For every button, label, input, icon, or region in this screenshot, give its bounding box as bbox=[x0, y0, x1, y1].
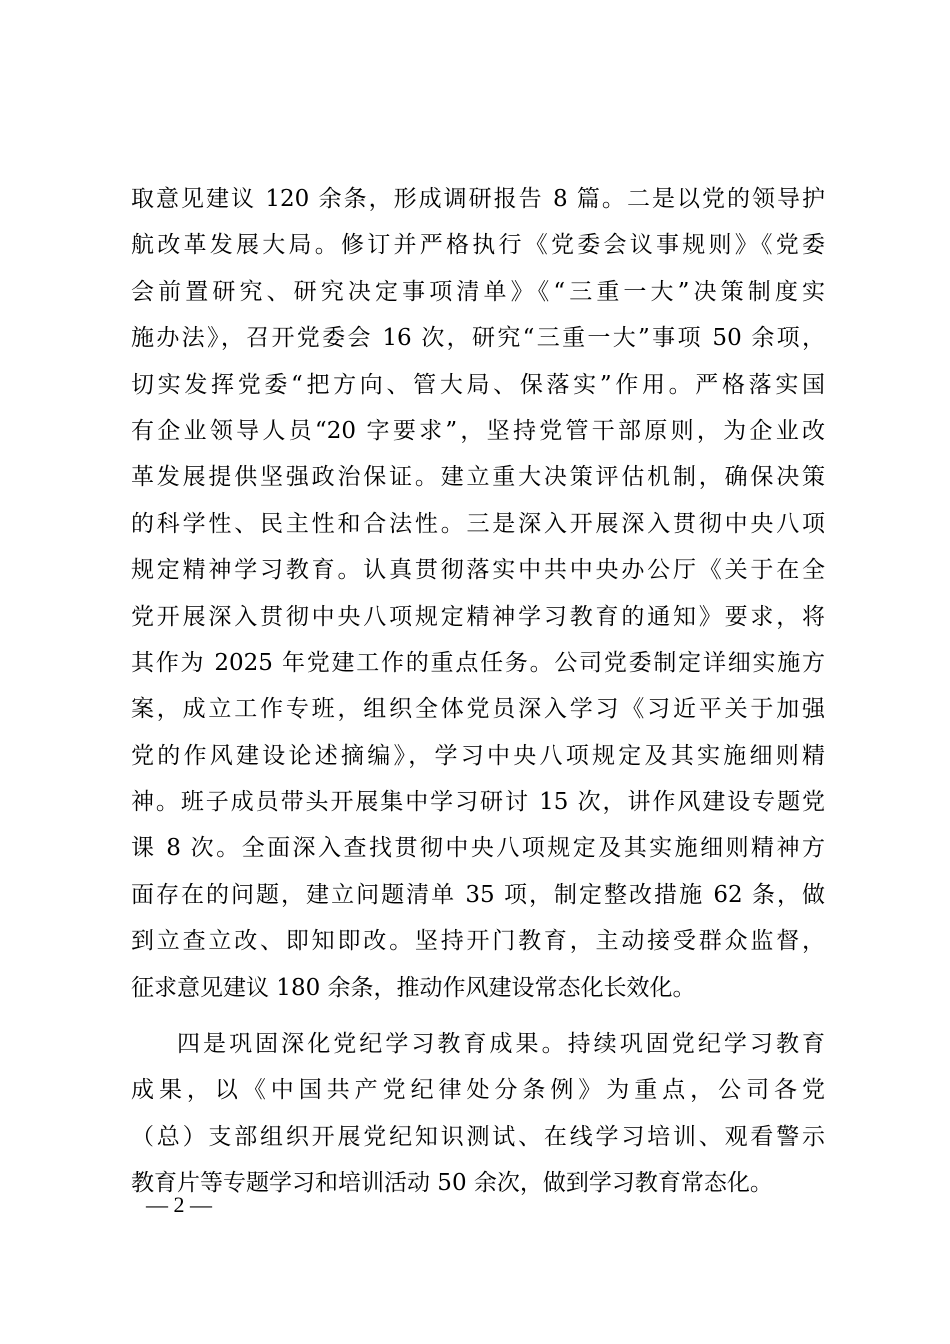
text-line: 教育片等专题学习和培训活动 50 余次，做到学习教育常态化。 bbox=[131, 1170, 773, 1197]
text-line: 面存在的问题，建立问题清单 35 项，制定整改措施 62 条，做 bbox=[131, 881, 825, 908]
text-line: 的科学性、民主性和合法性。三是深入开展深入贯彻中央八项 bbox=[131, 510, 825, 537]
document-body bbox=[131, 176, 825, 1207]
text-line: 到立查立改、即知即改。坚持开门教育，主动接受群众监督， bbox=[131, 928, 825, 955]
paragraph-gap bbox=[131, 1011, 825, 1021]
text-line: （总）支部组织开展党纪知识测试、在线学习培训、观看警示 bbox=[131, 1123, 825, 1150]
page-number: — 2 — bbox=[146, 1192, 212, 1217]
text-line: 征求意见建议 180 余条，推动作风建设常态化长效化。 bbox=[131, 974, 696, 1001]
paragraph-1 bbox=[131, 176, 825, 1011]
text-line: 航改革发展大局。修订并严格执行《党委会议事规则》《党委 bbox=[131, 232, 825, 259]
text-line: 神。班子成员带头开展集中学习研讨 15 次，讲作风建设专题党 bbox=[131, 789, 825, 816]
text-line: 案，成立工作专班，组织全体党员深入学习《习近平关于加强 bbox=[131, 696, 825, 723]
text-line: 规定精神学习教育。认真贯彻落实中共中央办公厅《关于在全 bbox=[131, 557, 825, 584]
text-line: 党开展深入贯彻中央八项规定精神学习教育的通知》要求，将 bbox=[131, 603, 825, 630]
paragraph-2 bbox=[131, 1021, 825, 1207]
text-line: 其作为 2025 年党建工作的重点任务。公司党委制定详细实施方 bbox=[131, 649, 825, 676]
text-line: 取意见建议 120 余条，形成调研报告 8 篇。二是以党的领导护 bbox=[131, 186, 825, 212]
text-line: 党的作风建设论述摘编》，学习中央八项规定及其实施细则精 bbox=[131, 742, 825, 769]
text-line: 有企业领导人员“20 字要求”，坚持党管干部原则，为企业改 bbox=[131, 417, 825, 444]
text-line: 课 8 次。全面深入查找贯彻中央八项规定及其实施细则精神方 bbox=[131, 835, 825, 862]
text-line: 革发展提供坚强政治保证。建立重大决策评估机制，确保决策 bbox=[131, 464, 825, 491]
text-line: 施办法》，召开党委会 16 次，研究“三重一大”事项 50 余项， bbox=[131, 325, 825, 352]
text-line: 会前置研究、研究决定事项清单》《“三重一大”决策制度实 bbox=[131, 278, 825, 305]
text-line: 四是巩固深化党纪学习教育成果。持续巩固党纪学习教育 bbox=[177, 1031, 825, 1058]
text-line: 成果，以《中国共产党纪律处分条例》为重点，公司各党 bbox=[131, 1077, 825, 1104]
text-line: 切实发挥党委“把方向、管大局、保落实”作用。严格落实国 bbox=[131, 371, 825, 398]
